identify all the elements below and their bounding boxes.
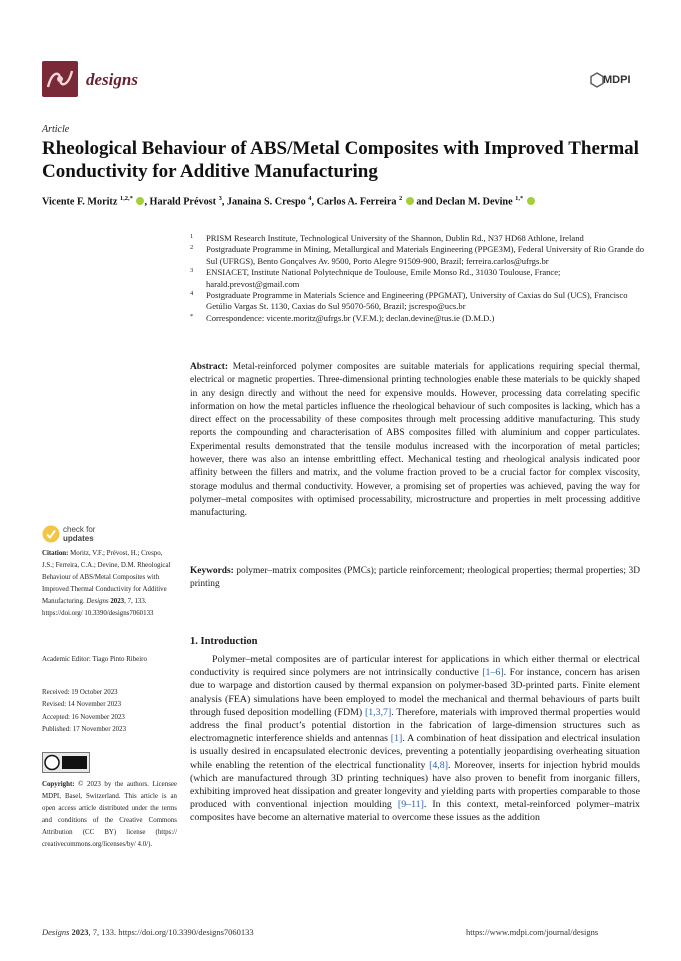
citation-journal: Designs: [86, 597, 109, 605]
cc-by-license-icon[interactable]: [42, 752, 90, 773]
check-for-updates-label[interactable]: check for updates: [63, 525, 96, 543]
journal-name: designs: [86, 70, 138, 89]
footer-year: 2023: [71, 927, 89, 937]
article-title: Rheological Behaviour of ABS/Metal Composites with Improved Thermal Conductivity for Additive Manufacturing: [42, 138, 639, 182]
date-published: Published: 17 November 2023: [42, 726, 127, 734]
author-name[interactable]: Carlos A. Ferreira: [316, 196, 397, 208]
cc-icon: [43, 753, 89, 772]
affiliation-item: 3 ENSIACET, Institute National Polytechnique de Toulouse, Emile Monso Rd., 31030 Toulouse, France; harald.prevost@gmail.com: [190, 267, 561, 289]
abstract-label: Abstract:: [190, 362, 229, 372]
author-sup: 1,2,*: [119, 195, 133, 202]
introduction-body: [190, 653, 640, 825]
citation-link[interactable]: [9–11]: [397, 799, 424, 811]
affiliations: [190, 233, 645, 324]
citation-link[interactable]: [1–6]: [482, 667, 504, 679]
author-name[interactable]: Harald Prévost: [149, 196, 217, 208]
mdpi-logo-icon: [590, 72, 604, 88]
orcid-icon[interactable]: [406, 197, 414, 205]
author-name[interactable]: Vicente F. Moritz: [42, 196, 118, 208]
orcid-icon[interactable]: [527, 197, 535, 205]
journal-logo: [42, 61, 78, 97]
copyright-text: © 2023 by the authors. Licensee MDPI, Basel, Switzerland. This article is an open access article distributed under the terms and conditions of the Creative Commons Attribution (CC BY) license (https:// creativecommons.org/licenses/by/ 4.0/).: [42, 781, 177, 848]
citation-link[interactable]: [1]: [390, 733, 403, 745]
publisher-name: MDPI: [603, 74, 631, 86]
footer-journal: Designs: [42, 927, 70, 937]
date-accepted: Accepted: 16 November 2023: [42, 713, 125, 721]
author-sup: 4: [308, 195, 312, 202]
footer-citation: [42, 927, 254, 937]
check-for-updates-icon[interactable]: [42, 525, 60, 543]
correspondence: * Correspondence: vicente.moritz@ufrgs.br (V.F.M.); declan.devine@tus.ie (D.M.D.): [190, 312, 495, 323]
keywords-text: polymer–matrix composites (PMCs); particle reinforcement; rheological properties; thermal properties; 3D printing: [190, 566, 640, 590]
citation-label: Citation:: [42, 550, 69, 557]
date-received: Received: 19 October 2023: [42, 689, 118, 696]
designs-logo-icon: [42, 61, 78, 97]
author-list: Vicente F. Moritz $^{1,2,*}$ , Harald Prévost $^3$, Janaina S. Crespo $^4$, Carlos A. Ferreira $^2$ and Declan M. Devine $^{1,*}$: [42, 195, 662, 207]
affiliation-item: 4 Postgraduate Programme in Materials Science and Engineering (PPGMAT), University of Caxias do Sul (UCS), Francisco Getúlio Vargas St. 1130, Caxias do Sul 95070-560, Brazil; jscrespo@ucs.br: [190, 290, 628, 312]
copyright-label: Copyright:: [42, 781, 75, 788]
abstract-text: Metal-reinforced polymer composites are suitable materials for applications requiring special thermal, electrical or magnetic properties. Three-dimensional printing technologies enable these materials to be quickly shaped in any design directly and without the need for expensive moulds. However, processing data correlating specific information on how the metal particles influence the rheological behaviour of such composites is lacking, which has a direct effect on the processability of these composites through melt processing additive manufacturing. This study reports the compounding and characterisation of ABS composites filled with aluminium and copper particulates. Experimental results demonstrated that the tensile modulus increased with the incorporation of metal particles; however, there was also an intense embrittling effect. Mechanical testing and rheological analysis indicated poor affinity between the fillers and matrix, and the volume fraction proved to be a crucial factor for complex viscosity, storage modulus and thermal conductivity. However, a promising set of properties was achieved, paving the way for polymer–metal composites with optimised processability, microstructure and properties in melt processing additive manufacturing.: [190, 362, 641, 519]
affiliation-item: 1 PRISM Research Institute, Technological University of the Shannon, Dublin Rd., N37 HD68 Athlone, Ireland: [190, 233, 584, 243]
keywords: [190, 565, 640, 592]
author-sup: 3: [218, 195, 222, 202]
abstract: [190, 361, 640, 521]
date-revised: Revised: 14 November 2023: [42, 701, 122, 709]
copyright: [42, 779, 177, 851]
author-sup: 2: [399, 195, 403, 202]
citation-text: Moritz, V.F.; Prévost, H.; Crespo, J.S.; Ferreira, C.A.; Devine, D.M. Rheological Behaviour of ABS/Metal Composites with Improved Thermal Conductivity for Additive Manufacturing.: [42, 550, 171, 605]
author-sup: 1,*: [515, 195, 524, 202]
footer-journal-url[interactable]: https://www.mdpi.com/journal/designs: [466, 927, 599, 937]
citation-doi[interactable]: , 7, 133. https://doi.org/ 10.3390/designs7060133: [42, 597, 154, 617]
publication-dates: [42, 687, 182, 737]
affiliation-item: 2 Postgraduate Programme in Mining, Metallurgical and Materials Engineering (PPGE3M), Federal University of Rio Grande do Sul (UFRGS), Bento Gonçalves Av. 9500, Porto Alegre 91509-900, Brazil; ferreira.carlos@ufrgs.br: [190, 244, 645, 266]
introduction-paragraph: Polymer–metal composites are of particular interest for applications in which either thermal or electrical conductivity is required since polymers are not intrinsically conductive [1–6]. For instance, concern has arisen due to warpage and distortion caused by thermal expansion on polymer-based 3D-printed parts. Finite element analysis (FEA) simulations have been employed to model the mechanical and thermal behaviours of parts built through fused deposition modelling (FDM) [1,3,7]. Therefore, materials with improved thermal properties would address the final product’s potential distortion in the fabrication of large-dimension structures such as electromagnetic interference shields and antennas [1]. A combination of heat dissipation and electrical insulation is usually desired in encapsulated electronic devices, preventing a potentially jeopardising overheating situation while enabling the retention of the electrical functionality [4,8]. Moreover, inserts for injection hybrid moulds (which are manufactured through 3D printing techniques) have also proven to benefit from inorganic fillers, exhibiting improved heat dissipation and greater longevity and yielding parts with properties comparable to those produced with conventional injection moulding [9–11]. In this context, metal-reinforced polymer–matrix composites have become an alternative material to overcome these issues as the addition: [190, 654, 641, 824]
citation-link[interactable]: [4,8]: [429, 759, 448, 771]
footer-doi[interactable]: , 7, 133. https://doi.org/10.3390/designs7060133: [88, 927, 254, 937]
citation-link[interactable]: [1,3,7]: [364, 706, 392, 718]
section-heading: 1. Introduction: [190, 636, 258, 647]
citation: [42, 548, 172, 619]
author-name[interactable]: Declan M. Devine: [435, 196, 513, 208]
citation-year: 2023: [110, 597, 125, 605]
author-name[interactable]: Janaina S. Crespo: [226, 196, 306, 208]
keywords-label: Keywords:: [190, 566, 234, 576]
academic-editor: Academic Editor: Tiago Pinto Ribeiro: [42, 656, 147, 663]
article-type: Article: [42, 124, 70, 135]
